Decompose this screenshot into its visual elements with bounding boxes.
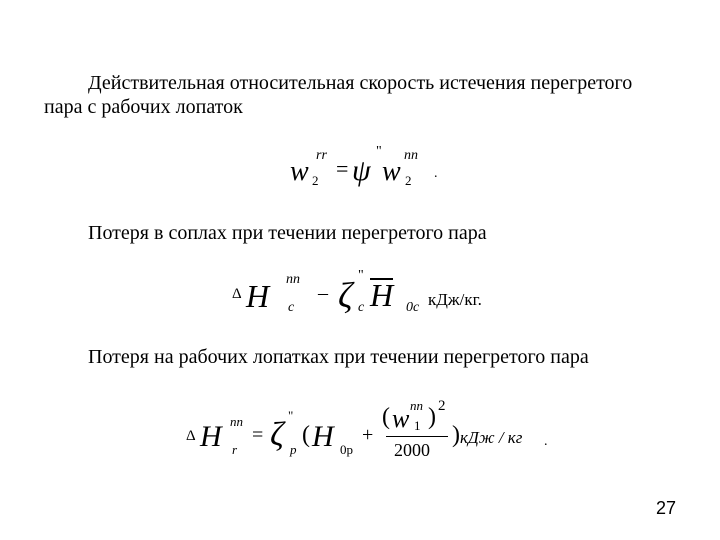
formula3-H-sub: r <box>232 442 238 457</box>
formula3-delta: Δ <box>186 428 196 444</box>
paragraph-velocity-cont <box>44 96 243 118</box>
formula3-num-open: ( <box>382 404 390 430</box>
formula3-num-w-sub: 1 <box>414 418 421 433</box>
page-number: 27 <box>656 498 677 518</box>
formula3-unit: кДж / кг <box>460 428 523 447</box>
formula3-den: 2000 <box>394 440 430 460</box>
formula2-delta: Δ <box>232 286 242 302</box>
formula3-zeta: ζ <box>270 416 284 453</box>
formula1-w-sub: 2 <box>312 173 319 188</box>
paragraph-velocity-line2: пара с рабочих лопаток <box>44 96 243 118</box>
paragraph-blade-loss <box>88 346 589 368</box>
formula3-H-sup: nn <box>230 414 243 429</box>
formula-relative-velocity <box>290 142 450 192</box>
formula2-H: H <box>246 278 270 314</box>
formula3-H0: H <box>312 420 334 453</box>
formula3-zeta-sub: p <box>290 442 297 457</box>
formula1-w2-sub: 2 <box>405 173 412 188</box>
formula3-dot: . <box>544 434 548 449</box>
formula1-w: w <box>290 156 309 187</box>
formula2-unit: кДж/кг. <box>428 290 482 309</box>
formula1-w-sup: rr <box>316 148 327 163</box>
formula-blade-loss <box>186 398 566 464</box>
formula3-num-w-sup: nn <box>410 398 423 413</box>
formula3-zeta-sup: " <box>288 408 294 423</box>
formula3-fraction <box>382 398 456 464</box>
formula3-num-close: ) <box>428 404 436 430</box>
formula2-Hbar: H <box>370 277 394 313</box>
formula3-H: H <box>200 420 222 453</box>
formula3-lparen: ( <box>302 422 310 448</box>
formula2-Hbar-sub: 0c <box>406 300 420 315</box>
formula2-zeta-sup: " <box>358 268 364 283</box>
formula2-op: – <box>318 282 328 304</box>
paragraph-nozzle-loss <box>88 222 487 244</box>
formula-nozzle-loss <box>232 268 512 324</box>
formula1-dot: . <box>434 166 438 181</box>
formula1-w2: w <box>382 156 401 187</box>
formula2-H-sup: nn <box>286 272 300 287</box>
paragraph-nozzle-loss-text: Потеря в соплах при течении перегретого пара <box>88 222 487 244</box>
formula1-psi: ψ <box>352 154 371 187</box>
formula1-w2-sup: nn <box>404 148 418 163</box>
formula2-H-sub: c <box>288 300 295 315</box>
formula3-H0-sub: 0p <box>340 442 353 457</box>
formula2-zeta-sub: c <box>358 300 365 315</box>
paragraph-velocity-line1: Действительная относительная скорость истечения перегретого <box>88 72 633 94</box>
formula1-eq: = <box>336 156 349 181</box>
formula3-num-pow: 2 <box>438 398 446 414</box>
formula1-psi-sup: " <box>376 144 382 159</box>
formula3-plus: + <box>362 424 374 446</box>
fraction-bar <box>386 436 448 437</box>
paragraph-blade-loss-text: Потеря на рабочих лопатках при течении перегретого пара <box>88 346 589 368</box>
formula3-eq: = <box>252 424 264 446</box>
formula3-rparen: ) <box>452 422 460 448</box>
formula2-zeta: ζ <box>338 275 353 315</box>
paragraph-velocity <box>88 72 632 94</box>
formula3-num-w: w <box>392 404 410 433</box>
